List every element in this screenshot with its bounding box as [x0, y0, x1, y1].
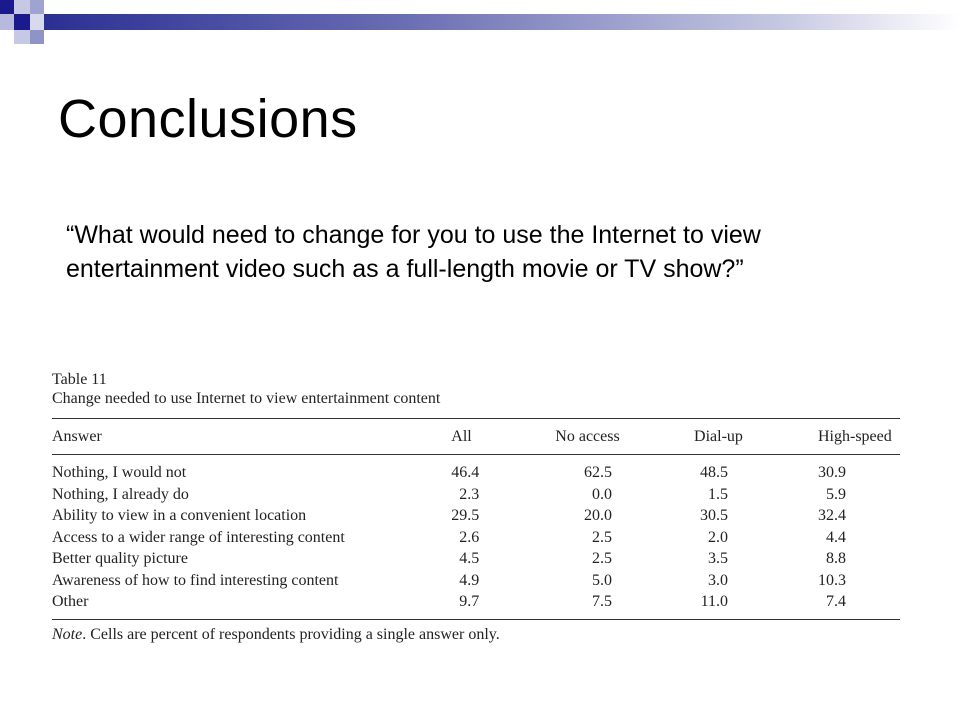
table-caption: Change needed to use Internet to view entertainment content: [52, 390, 441, 407]
value-cell: 46.4: [451, 464, 480, 481]
value-cell: 2.6: [459, 528, 480, 546]
corner-square: [0, 0, 14, 14]
table-row: [52, 548, 900, 570]
value-cell: 10.3: [818, 571, 846, 589]
survey-question: “What would need to change for you to use the Internet to view entertainment video such as a full-length movie or TV show?”: [66, 221, 761, 283]
value-cell: 5.9: [826, 485, 846, 503]
value-cell: 7.5: [592, 593, 613, 610]
value-cell: 9.7: [459, 593, 480, 610]
answer-cell: Nothing, I would not: [52, 464, 187, 481]
corner-square: [30, 30, 44, 44]
column-header: All: [451, 428, 472, 445]
table-row: [52, 570, 900, 592]
table-row: [52, 505, 900, 527]
answer-cell: Access to a wider range of interesting content: [52, 528, 345, 546]
corner-square: [14, 30, 30, 44]
value-cell: 30.5: [700, 507, 728, 524]
results-table: [52, 419, 900, 619]
corner-square: [0, 14, 14, 30]
value-cell: 4.5: [459, 550, 480, 567]
value-cell: 48.5: [700, 464, 728, 481]
table-note: [52, 626, 900, 644]
value-cell: 32.4: [818, 507, 846, 524]
value-cell: 2.5: [592, 550, 613, 567]
corner-square: [30, 14, 44, 30]
column-header: Answer: [52, 428, 102, 445]
value-cell: 11.0: [700, 593, 728, 610]
results-table-block: [52, 370, 900, 644]
value-cell: 3.0: [708, 571, 728, 589]
value-cell: 8.8: [826, 550, 846, 567]
column-header: High-speed: [818, 428, 892, 445]
value-cell: 29.5: [451, 507, 480, 524]
value-cell: 20.0: [584, 507, 613, 524]
answer-cell: Better quality picture: [52, 550, 188, 567]
table-row: [52, 591, 900, 619]
table-row: [52, 455, 900, 484]
table-header-row: [52, 419, 900, 455]
corner-square: [14, 14, 30, 30]
note-text: . Cells are percent of respondents providing a single answer only.: [82, 625, 500, 643]
value-cell: 0.0: [592, 485, 613, 503]
corner-square: [14, 0, 30, 14]
table-number: Table 11: [52, 371, 107, 388]
answer-cell: Other: [52, 593, 89, 610]
corner-square: [30, 0, 44, 14]
answer-cell: Ability to view in a convenient location: [52, 507, 307, 524]
value-cell: 4.4: [826, 528, 846, 546]
value-cell: 2.0: [708, 528, 728, 546]
value-cell: 2.3: [459, 485, 480, 503]
value-cell: 30.9: [818, 464, 846, 481]
value-cell: 2.5: [592, 528, 613, 546]
value-cell: 62.5: [584, 464, 613, 481]
value-cell: 1.5: [708, 485, 728, 503]
note-label: Note: [52, 625, 83, 643]
column-header: No access: [555, 428, 620, 445]
table-row: [52, 484, 900, 506]
header-gradient-bar: [44, 14, 960, 30]
value-cell: 4.9: [459, 571, 480, 589]
slide-title: Conclusions: [58, 89, 358, 149]
value-cell: 7.4: [826, 593, 846, 610]
value-cell: 5.0: [592, 571, 613, 589]
table-row: [52, 527, 900, 549]
answer-cell: Awareness of how to find interesting content: [52, 571, 339, 589]
value-cell: 3.5: [708, 550, 728, 567]
answer-cell: Nothing, I already do: [52, 485, 189, 503]
table-bottom-rule: [52, 619, 900, 620]
column-header: Dial-up: [694, 428, 743, 445]
